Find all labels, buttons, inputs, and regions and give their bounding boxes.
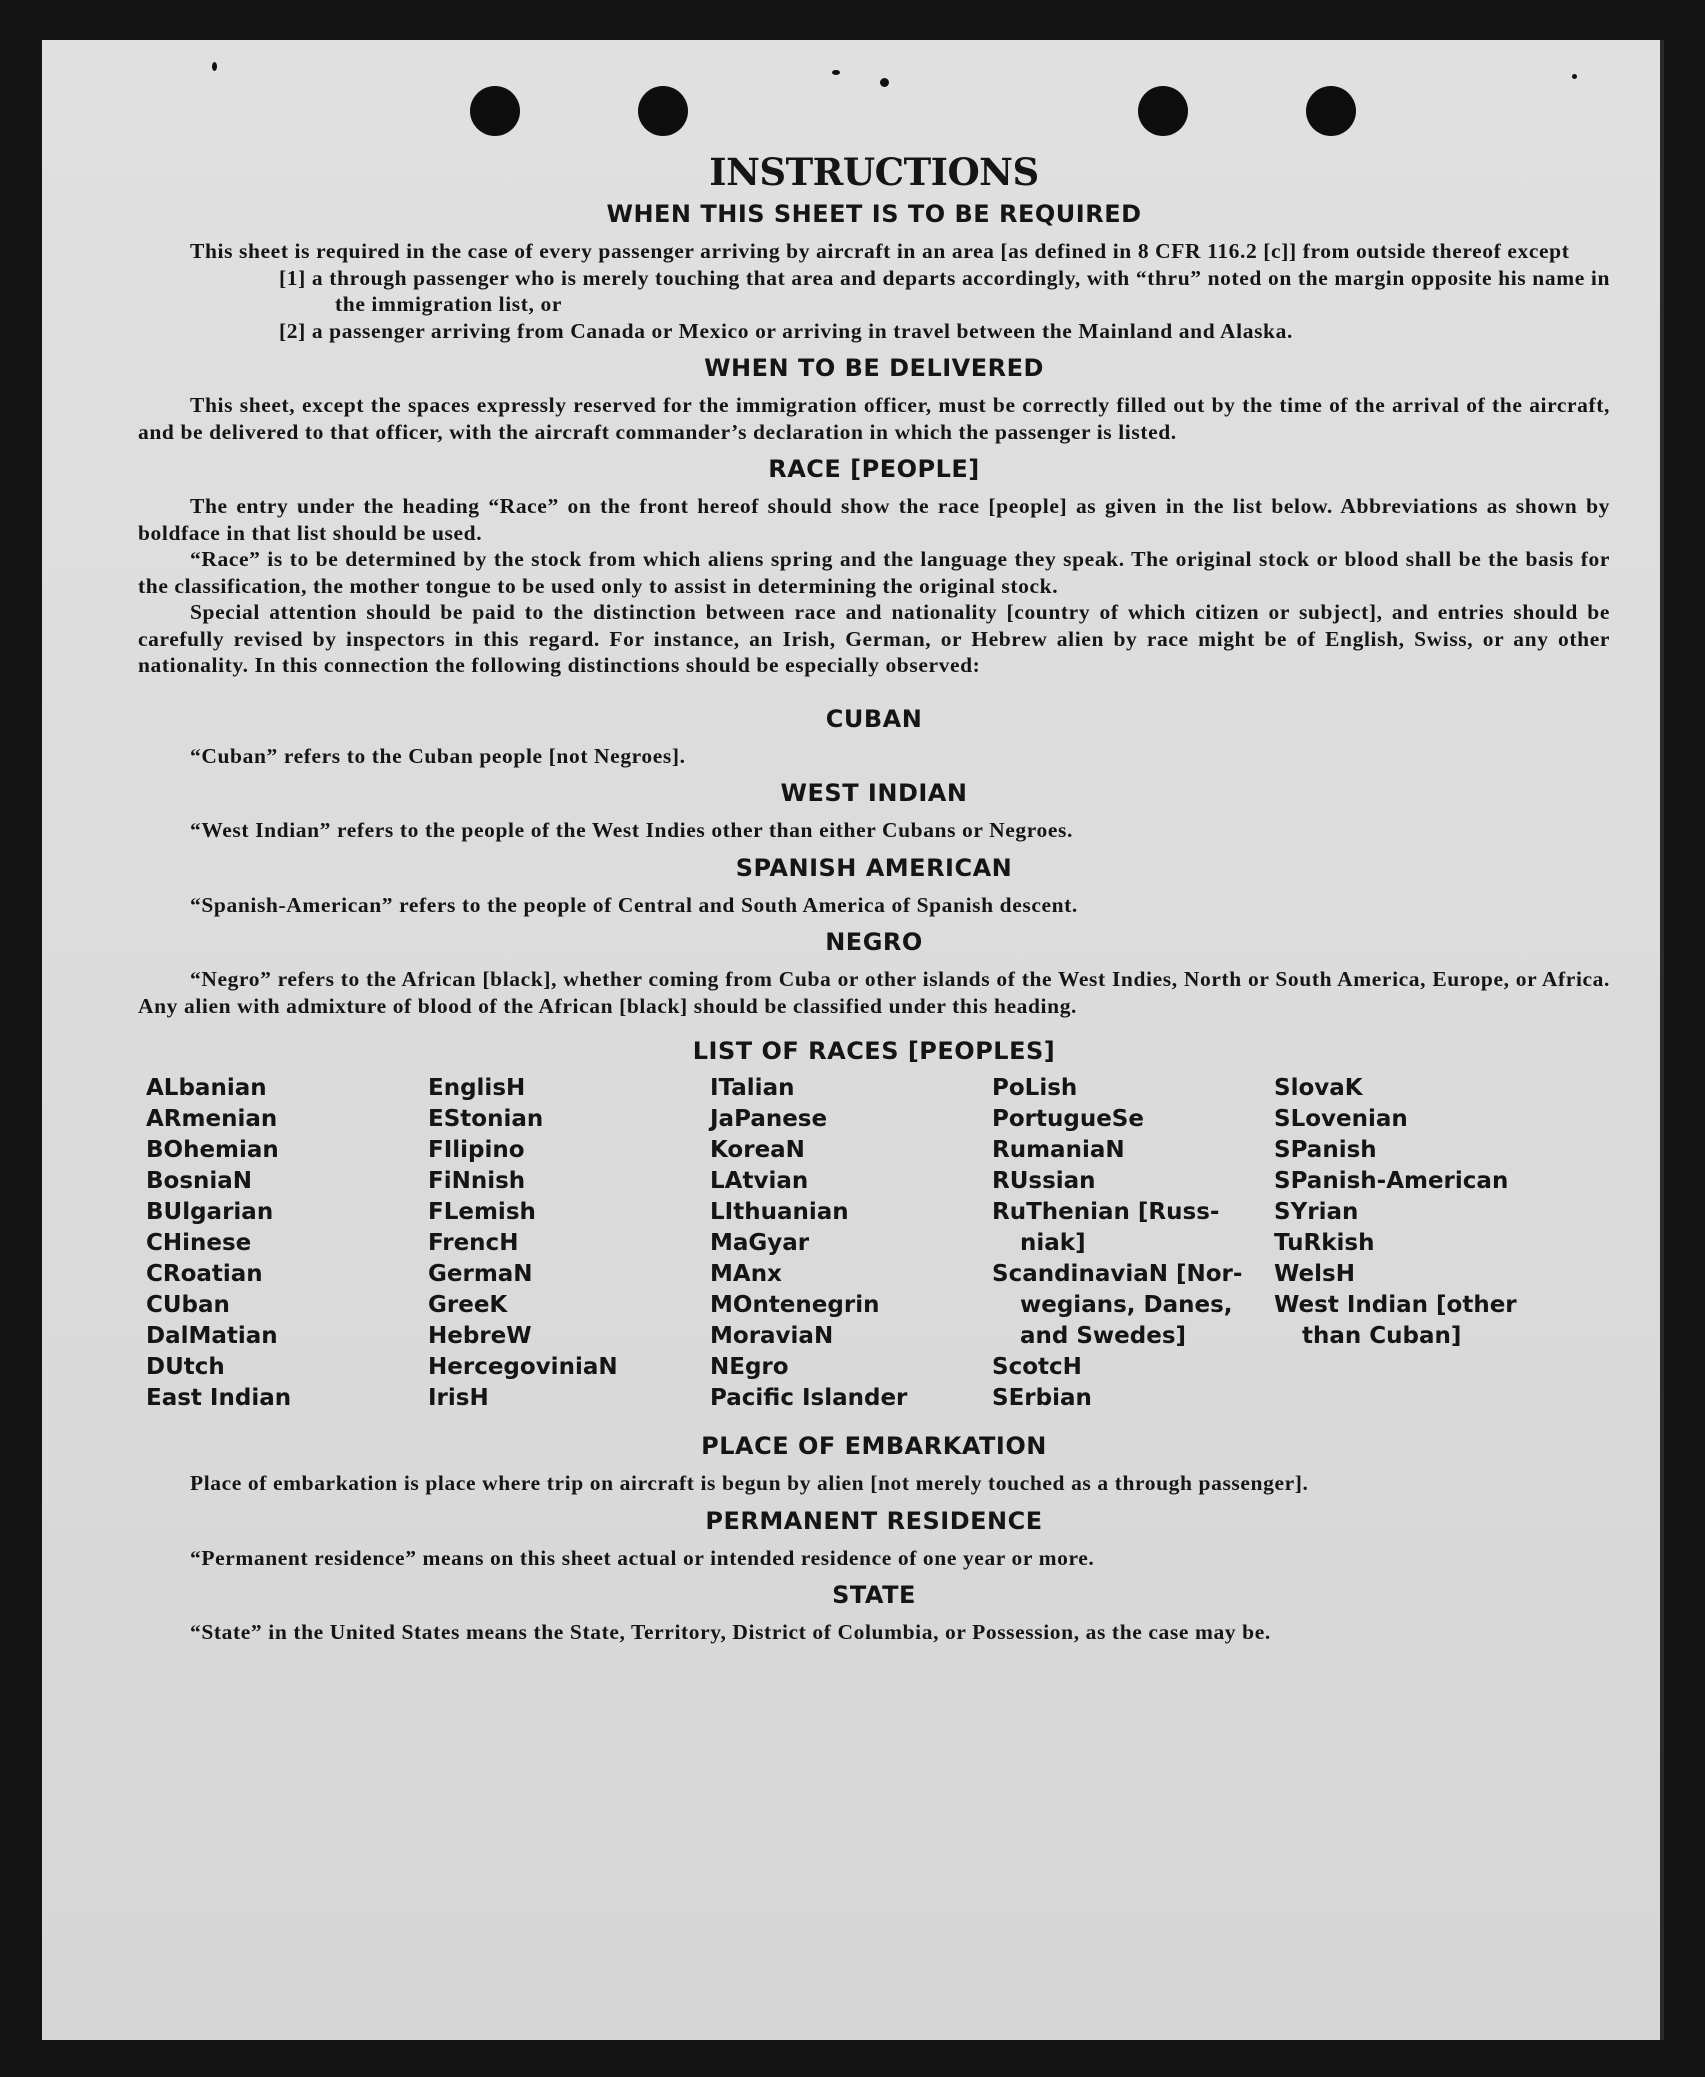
document-page xyxy=(42,40,1664,2040)
race-entry: MoraviaN xyxy=(710,1323,834,1349)
race-entry: RUssian xyxy=(992,1168,1096,1194)
paragraph-negro: “Negro” refers to the African [black], whether coming from Cuba or other islands of the West Indies, North or South America, Europe, or Africa. Any alien with admixture of blood of the African [black] should be classified under this heading. xyxy=(138,967,1610,1018)
paragraph-west-indian: “West Indian” refers to the people of the West Indies other than either Cubans or Negroes. xyxy=(190,818,1073,842)
heading-residence: PERMANENT RESIDENCE xyxy=(705,1506,1043,1535)
race-entry: HercegoviniaN xyxy=(428,1354,618,1380)
race-entry: TuRkish xyxy=(1274,1230,1375,1256)
race-entry: SlovaK xyxy=(1274,1075,1363,1101)
heading-spanish-american: SPANISH AMERICAN xyxy=(735,853,1013,882)
race-entry: MOntenegrin xyxy=(710,1292,880,1318)
race-entry: ALbanian xyxy=(146,1075,267,1101)
list-item-exception-1: [1] a through passenger who is merely touching that area and departs accordingly, with “thru” noted on the margin opposite his name in the immigration list, or xyxy=(279,265,1610,316)
race-entry: RumaniaN xyxy=(992,1137,1125,1163)
heading-list-of-races: LIST OF RACES [PEOPLES] xyxy=(692,1037,1056,1065)
race-entry: LIthuanian xyxy=(710,1199,849,1225)
punch-hole xyxy=(638,86,688,136)
race-entry: FiNnish xyxy=(428,1168,526,1194)
race-entry: GermaN xyxy=(428,1261,533,1287)
list-item-exception-2: [2] a passenger arriving from Canada or Mexico or arriving in travel between the Mainland and Alaska. xyxy=(279,318,1293,343)
race-entry: KoreaN xyxy=(710,1137,805,1163)
race-entry: PortugueSe xyxy=(992,1106,1144,1132)
race-entry: Pacific Islander xyxy=(710,1385,908,1411)
race-entry: SErbian xyxy=(992,1385,1092,1411)
race-entry: CHinese xyxy=(146,1230,252,1256)
paragraph-state: “State” in the United States means the State, Territory, District of Columbia, or Possession, as the case may be. xyxy=(190,1620,1271,1644)
race-entry: RuThenian [Russ- xyxy=(992,1199,1220,1225)
race-entry: wegians, Danes, xyxy=(1020,1292,1233,1318)
race-entry: GreeK xyxy=(428,1292,508,1318)
paragraph-race-1: The entry under the heading “Race” on the front hereof should show the race [people] as given in the list below. Abbreviations as shown by boldface in that list should be used. xyxy=(138,494,1610,545)
races-column xyxy=(710,1073,992,1414)
race-entry: ScotcH xyxy=(992,1354,1082,1380)
race-entry: and Swedes] xyxy=(1020,1323,1187,1349)
race-entry: PoLish xyxy=(992,1075,1078,1101)
race-entry: DalMatian xyxy=(146,1323,278,1349)
races-list xyxy=(146,1073,1610,1414)
race-entry: LAtvian xyxy=(710,1168,809,1194)
document-body xyxy=(138,148,1610,1646)
race-entry: DUtch xyxy=(146,1354,225,1380)
races-column xyxy=(428,1073,710,1414)
page-title: INSTRUCTIONS xyxy=(709,150,1039,194)
race-entry: JaPanese xyxy=(710,1106,828,1132)
heading-cuban: CUBAN xyxy=(825,704,923,733)
race-entry: FrencH xyxy=(428,1230,519,1256)
race-entry: MaGyar xyxy=(710,1230,810,1256)
race-entry: BUlgarian xyxy=(146,1199,274,1225)
race-entry: BOhemian xyxy=(146,1137,279,1163)
race-entry: SYrian xyxy=(1274,1199,1359,1225)
race-entry: NEgro xyxy=(710,1354,789,1380)
punch-hole xyxy=(470,86,520,136)
races-column xyxy=(992,1073,1274,1414)
paragraph-spanish-american: “Spanish-American” refers to the people of Central and South America of Spanish descent. xyxy=(190,892,1078,917)
race-entry: EStonian xyxy=(428,1106,544,1132)
paragraph-embarkation: Place of embarkation is place where trip on aircraft is begun by alien [not merely touched as a through passenger]. xyxy=(190,1471,1309,1495)
paragraph-delivered: This sheet, except the spaces expressly reserved for the immigration officer, must be correctly filled out by the time of the arrival of the aircraft, and be delivered to that officer, with the aircraft commander’s declaration in which the passenger is listed. xyxy=(138,393,1610,444)
ink-speck xyxy=(880,78,889,87)
race-entry: niak] xyxy=(1020,1230,1086,1256)
race-entry: EnglisH xyxy=(428,1075,526,1101)
race-entry: SPanish-American xyxy=(1274,1168,1509,1194)
heading-delivered: WHEN TO BE DELIVERED xyxy=(704,354,1044,382)
ink-speck xyxy=(1572,74,1577,79)
races-column xyxy=(146,1073,428,1414)
ink-speck xyxy=(212,62,217,71)
race-entry: West Indian [other xyxy=(1274,1292,1517,1318)
heading-race: RACE [PEOPLE] xyxy=(768,455,980,483)
race-entry: ScandinaviaN [Nor- xyxy=(992,1261,1243,1287)
punch-hole xyxy=(1306,86,1356,136)
race-entry: CRoatian xyxy=(146,1261,263,1287)
paragraph-residence: “Permanent residence” means on this sheet actual or intended residence of one year or more. xyxy=(190,1545,1095,1570)
ink-speck xyxy=(832,70,840,75)
race-entry: ITalian xyxy=(710,1075,795,1101)
race-entry: than Cuban] xyxy=(1302,1323,1462,1349)
race-entry: FLemish xyxy=(428,1199,536,1225)
heading-embarkation: PLACE OF EMBARKATION xyxy=(701,1432,1047,1460)
race-entry: FIlipino xyxy=(428,1137,525,1163)
races-column xyxy=(1274,1073,1574,1414)
race-entry: East Indian xyxy=(146,1385,292,1411)
race-entry: WelsH xyxy=(1274,1261,1355,1287)
paragraph-race-2: “Race” is to be determined by the stock from which aliens spring and the language they speak. The original stock or blood shall be the basis for the classification, the mother tongue to be used only to assist in determining the original stock. xyxy=(138,547,1610,598)
race-entry: MAnx xyxy=(710,1261,782,1287)
paragraph-cuban: “Cuban” refers to the Cuban people [not Negroes]. xyxy=(190,743,686,768)
heading-required: WHEN THIS SHEET IS TO BE REQUIRED xyxy=(606,200,1142,228)
race-entry: HebreW xyxy=(428,1323,532,1349)
race-entry: ARmenian xyxy=(146,1106,278,1132)
race-entry: BosniaN xyxy=(146,1168,253,1194)
race-entry: SLovenian xyxy=(1274,1106,1408,1132)
heading-state: STATE xyxy=(832,1581,916,1609)
paragraph-race-3: Special attention should be paid to the distinction between race and nationality [country of which citizen or subject], and entries should be carefully revised by inspectors in this regard. For instance, an Irish, German, or Hebrew alien by race might be of English, Swiss, or any other nationality. In this connection the following distinctions should be especially observed: xyxy=(138,600,1610,677)
race-entry: SPanish xyxy=(1274,1137,1377,1163)
heading-west-indian: WEST INDIAN xyxy=(780,779,968,807)
paragraph-required-intro: This sheet is required in the case of every passenger arriving by aircraft in an area [as defined in 8 CFR 116.2 [c]] from outside thereof except xyxy=(190,239,1570,263)
race-entry: IrisH xyxy=(428,1385,489,1411)
punch-hole xyxy=(1138,86,1188,136)
heading-negro: NEGRO xyxy=(825,928,923,956)
race-entry: CUban xyxy=(146,1292,230,1318)
